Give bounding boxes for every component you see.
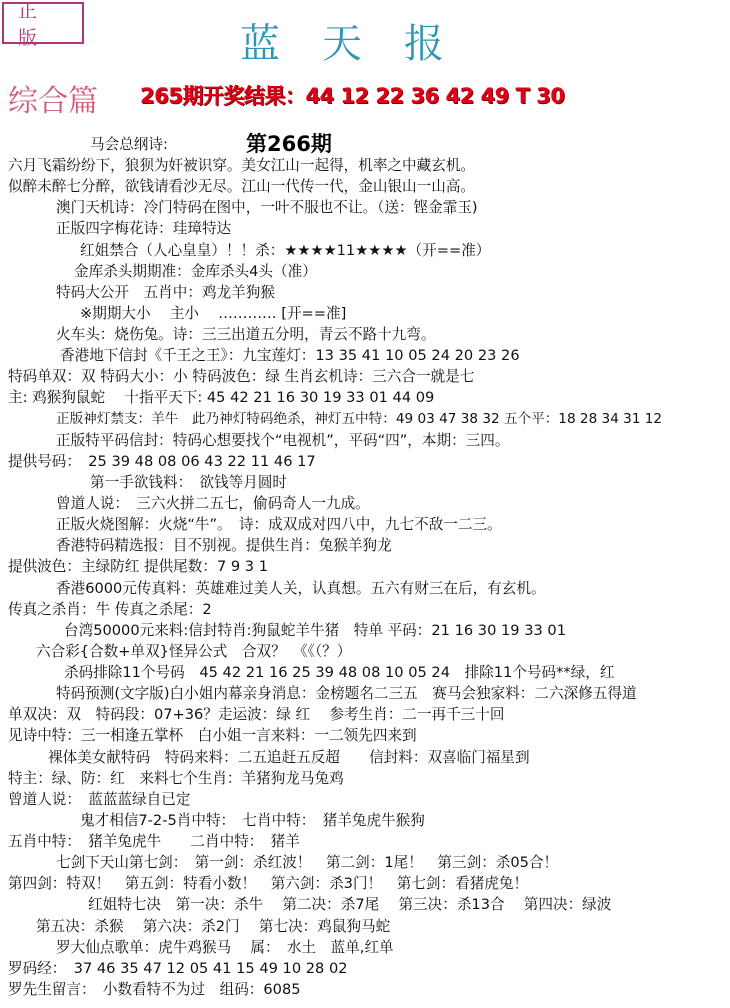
text-line: 香港特码精选报：目不别视。提供生肖：兔猴羊狗龙 [56, 537, 392, 555]
text-line: 正版特平码信封：特码心想要找个“电视机”，平码“四”，本期：三四。 [56, 431, 510, 449]
genuine-badge: 正版 [2, 2, 84, 44]
text-line: 正版四字梅花诗：珪璋特达 [56, 220, 232, 238]
text-line: 红姐禁合（人心皇皇）！！杀：★★★★11★★★★（开==准） [80, 241, 491, 259]
text-line: 正版火烧图解：火烧“牛”。 诗：成双成对四八中，九七不敌一二三。 [56, 516, 502, 534]
text-line: 罗大仙点歌单：虎牛鸡猴马 属： 水土 蓝单,红单 [56, 938, 394, 956]
text-line: 主: 鸡猴狗鼠蛇 十指平天下: 45 42 21 16 30 19 33 01 44 09 [8, 389, 435, 407]
text-line: 七剑下天山第七剑： 第一剑：杀红波！ 第二剑：1尾！ 第三剑：杀05合！ [56, 854, 559, 872]
text-line: ※期期大小 主小 ………… [开==准] [80, 304, 347, 322]
text-line: 鬼才相信7-2-5肖中特： 七肖中特： 猪羊兔虎牛猴狗 [80, 811, 425, 829]
text-line: 特码大公开 五肖中：鸡龙羊狗猴 [56, 283, 275, 301]
issue-number: 第266期 [246, 132, 332, 156]
text-line: 似醉未醉七分醉，欲钱请看沙无尽。江山一代传一代，金山银山一山高。 [8, 178, 476, 196]
text-line: 六合彩{合数+单双}怪异公式 合双？ 《《（？） [36, 642, 352, 660]
text-line: 五肖中特： 猪羊兔虎牛 二肖中特： 猪羊 [8, 833, 300, 851]
text-line: 香港地下信封《千王之王》：九宝莲灯：13 35 41 10 05 24 20 23 26 [60, 347, 520, 365]
newspaper-title: 蓝天报 [240, 21, 486, 67]
text-line: 特码单双：双 特码大小：小 特码波色：绿 生肖玄机诗：三六合一就是七 [8, 368, 475, 386]
text-line: 杀码排除11个号码 45 42 21 16 25 39 48 08 10 05 24 排除11个号码**绿，红 [64, 664, 615, 682]
text-line: 澳门天机诗：冷门特码在图中，一叶不服也不让。（送：铿金霏玉) [56, 199, 478, 217]
text-line: 罗先生留言： 小数看特不为过 组码：6085 [8, 980, 301, 998]
text-line: 传真之杀肖：牛 传真之杀尾：2 [8, 600, 212, 618]
text-line: 第一手欲钱料： 欲钱等月圆时 [90, 473, 288, 491]
section-title: 综合篇 [8, 84, 98, 119]
text-line: 香港6000元传真料：英雄难过美人关，认真想。五六有财三在后，有玄机。 [56, 579, 546, 597]
text-line: 马会总纲诗: [90, 136, 168, 153]
text-line: 台湾50000元来料:信封特肖:狗鼠蛇羊牛猪 特单 平码：21 16 30 19 33 01 [64, 621, 566, 639]
text-line: 提供号码： 25 39 48 08 06 43 22 11 46 17 [8, 452, 316, 470]
draw-result: 265期开奖结果：44 12 22 36 42 49 T 30 [140, 84, 565, 108]
text-line: 第四剑：特双！ 第五剑：特看小数！ 第六剑：杀3门！ 第七剑：看猪虎兔！ [8, 875, 529, 893]
text-line: 火车头：烧伤兔。诗：三三出道五分明，青云不路十九弯。 [56, 326, 436, 344]
text-line: 提供波色：主绿防红 提供尾数：7 9 3 1 [8, 558, 269, 576]
text-line: 见诗中特：三一相逢五掌杯 白小姐一言来料：一二领先四来到 [8, 727, 417, 745]
text-line: 曾道人说： 蓝蓝蓝绿自已定 [8, 790, 191, 808]
text-line: 特主：绿、防：红 来料七个生肖：羊猪狗龙马兔鸡 [8, 769, 344, 787]
text-line: 金库杀头期期准：金库杀头4头（准） [74, 262, 317, 280]
text-line: 罗码经： 37 46 35 47 12 05 41 15 49 10 28 02 [8, 959, 348, 977]
text-line: 第五决：杀猴 第六决：杀2门 第七决：鸡鼠狗马蛇 [36, 917, 391, 935]
text-line: 正版神灯禁支：羊牛 此乃神灯特码绝杀，神灯五中特：49 03 47 38 32 五个平：18 28 34 31 12 [56, 410, 663, 427]
text-line: 特码预测(文字版)白小姐内幕亲身消息：金榜题名二三五 赛马会独家料：二六深修五得道 [56, 685, 637, 703]
text-line: 单双决：双 特码段：07+36？走运波：绿 红 参考生肖：二一再千三十回 [8, 706, 505, 724]
text-line: 裸体美女献特码 特码来料：二五追赶五反超 信封料：双喜临门福星到 [48, 748, 530, 766]
text-line: 曾道人说： 三六火拼二五七，偷码奇人一九成。 [56, 495, 370, 513]
text-line: 红姐特七决 第一决：杀牛 第二决：杀7尾 第三决：杀13合 第四决：绿波 [88, 896, 612, 914]
text-line: 六月飞霜纷纷下，狼狈为奸被识穿。美女江山一起得，机率之中藏玄机。 [8, 157, 476, 175]
